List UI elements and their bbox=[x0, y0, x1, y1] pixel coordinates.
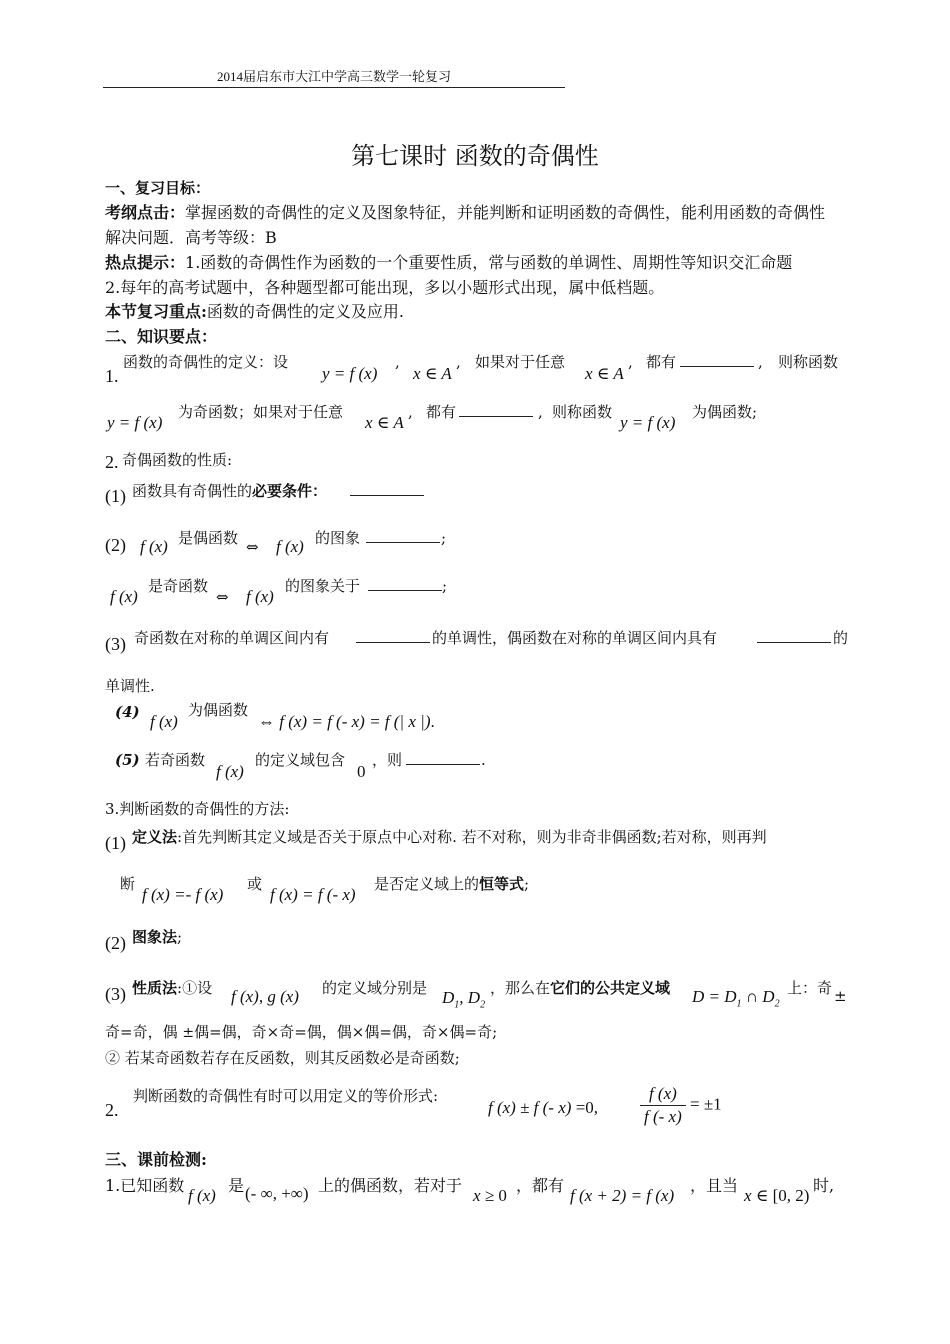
j1-number: (1) bbox=[105, 833, 126, 853]
prop-number: 2. bbox=[105, 452, 119, 472]
def-text-b: 如果对于任意 bbox=[475, 353, 566, 371]
p5-text-b: 的定义域包含 bbox=[255, 751, 346, 769]
def-number: 1. bbox=[105, 366, 119, 386]
j3-formula-d: $D = D_1$ ∩ $D_2$ bbox=[692, 987, 780, 1010]
section1-heading: 一、复习目标： bbox=[105, 179, 211, 197]
p2-blank-1[interactable] bbox=[366, 528, 440, 548]
j1-body: :首先判断其定义域是否关于原点中心对称. 若不对称，则为非奇非偶函数;若对称，则再判 bbox=[177, 828, 767, 846]
p2-semicolon-1: ; bbox=[441, 529, 447, 547]
j2-number: (2) bbox=[105, 933, 126, 953]
def-comma-5: , bbox=[408, 403, 413, 421]
j3-line3: ② 若某奇函数若存在反函数，则其反函数必是奇函数; bbox=[105, 1049, 460, 1067]
j1-formula-odd: f (x) =- f (x) bbox=[142, 885, 224, 904]
j3-number: (3) bbox=[105, 984, 126, 1004]
eq-formula-2: $\frac{f (x)}{f (- x)}$ = ±1 bbox=[640, 1083, 722, 1128]
p5-number: (5) bbox=[115, 751, 140, 769]
j1-text-c: 是否定义域上的恒等式; bbox=[374, 875, 530, 893]
j3-text-a bbox=[132, 978, 212, 998]
j1-text-a: 断 bbox=[120, 875, 136, 893]
j1-text-d: 恒等式 bbox=[479, 875, 525, 893]
p5-zero: 0 bbox=[357, 762, 366, 781]
p3-number: (3) bbox=[105, 634, 126, 654]
p4-number: (4) bbox=[115, 703, 140, 721]
p5-formula-fx: f (x) bbox=[216, 762, 244, 781]
kaogang-label: 考纲点击： bbox=[105, 203, 186, 222]
kaogang-line1 bbox=[105, 203, 825, 223]
def-text-f: 都有 bbox=[426, 403, 457, 421]
redian-line2: 2.每年的高考试题中，各种题型都可能出现，多以小题形式出现，属中低档题。 bbox=[105, 278, 665, 297]
q1-text-e: ，且当 bbox=[690, 1176, 739, 1195]
p2-semicolon-2: ; bbox=[442, 577, 448, 595]
kaogang-text1: 掌握函数的奇偶性的定义及图象特征，并能判断和证明函数的奇偶性，能利用函数的奇偶性 bbox=[185, 203, 826, 222]
p4-formula-fx: f (x) bbox=[150, 712, 178, 731]
kaogang-line2: 解决问题．高考等级：B bbox=[105, 228, 277, 247]
j3-label: 性质法 bbox=[132, 979, 178, 997]
def-formula-y-2: y = f (x) bbox=[107, 413, 163, 432]
p1-text-b: 必要条件： bbox=[252, 482, 328, 500]
def-text-g: 则称函数 bbox=[552, 403, 613, 421]
redian-text: 1.函数的奇偶性作为函数的一个重要性质，常与函数的单调性、周期性等知识交汇命题 bbox=[185, 253, 793, 272]
j3-text-e: 上：奇 bbox=[787, 979, 833, 997]
p3-blank-1[interactable] bbox=[356, 628, 430, 648]
prop-title: 奇偶函数的性质: bbox=[122, 451, 233, 469]
p4-formula: ⇔ f (x) = f (- x) = f (| x |). bbox=[258, 712, 435, 731]
j3-text-c-a: ，那么在 bbox=[490, 979, 551, 997]
page-header: 2014届启东市大江中学高三数学一轮复习 bbox=[103, 66, 565, 88]
j1-formula-even: f (x) = f (- x) bbox=[270, 885, 356, 904]
eq-number: 2. bbox=[105, 1100, 119, 1120]
p2-iff-1: ⇔ bbox=[246, 538, 259, 556]
p1-text bbox=[132, 481, 327, 501]
q1-formula-domain: (- ∞, +∞) bbox=[245, 1184, 309, 1203]
p2-formula-fx: f (x) bbox=[140, 537, 168, 556]
p2-text-b: 的图象 bbox=[315, 529, 361, 547]
q1-formula-x: x ≥ 0 bbox=[473, 1186, 507, 1205]
def-comma-1: , bbox=[395, 353, 400, 371]
section3-heading: 三、课前检测: bbox=[105, 1150, 207, 1169]
p4-text-a: 为偶函数 bbox=[188, 701, 249, 719]
j3-text-c bbox=[490, 978, 670, 998]
j3-formula-f: f (x), g (x) bbox=[231, 987, 299, 1006]
q1-text-b: 是 bbox=[228, 1176, 245, 1195]
p1-number: (1) bbox=[105, 486, 126, 506]
p2-blank-2[interactable] bbox=[368, 576, 442, 596]
q1-formula-interval: x ∈ [0, 2) bbox=[744, 1186, 810, 1205]
def-text-c: 都有 bbox=[646, 353, 677, 371]
p5-period: . bbox=[481, 751, 486, 769]
j3-line2: 奇=奇，偶 ±偶=偶，奇×奇=偶，偶×偶=偶，奇×偶=奇; bbox=[105, 1023, 498, 1041]
def-formula-xa: x ∈ A bbox=[413, 364, 452, 383]
p3-text-a: 奇函数在对称的单调区间内有 bbox=[134, 629, 330, 647]
zhongdian-text: 函数的奇偶性的定义及应用. bbox=[206, 302, 405, 321]
q1-text-a: 1.已知函数 bbox=[105, 1176, 185, 1195]
p5-blank[interactable] bbox=[406, 750, 480, 770]
j2-label: 图象法; bbox=[132, 928, 183, 946]
p1-text-a: 函数具有奇偶性的 bbox=[132, 482, 253, 500]
def-formula-y: y = f (x) bbox=[322, 364, 378, 383]
def-formula-xa-3: x ∈ A bbox=[365, 413, 404, 432]
def-formula-xa-2: x ∈ A bbox=[585, 364, 624, 383]
j3-text-a-body: :①设 bbox=[177, 979, 213, 997]
p1-blank[interactable] bbox=[350, 481, 424, 501]
p5-text-a: 若奇函数 bbox=[145, 751, 206, 769]
p2-text-a: 是偶函数 bbox=[178, 529, 239, 547]
def-text-d: 则称函数 bbox=[778, 353, 839, 371]
section2-heading: 二、知识要点： bbox=[105, 327, 218, 346]
def-blank-2[interactable] bbox=[459, 402, 533, 422]
redian-line bbox=[105, 253, 792, 273]
p2-formula-fx-4: f (x) bbox=[246, 587, 274, 606]
def-comma-3: , bbox=[628, 353, 633, 371]
p3-blank-2[interactable] bbox=[757, 628, 831, 648]
zhongdian-line bbox=[105, 302, 404, 322]
p2-text-d: 的图象关于 bbox=[285, 577, 361, 595]
redian-label: 热点提示： bbox=[105, 253, 186, 272]
q1-text-d: ，都有 bbox=[516, 1176, 565, 1195]
j3-pm-1: ± bbox=[834, 987, 847, 1005]
j1-text-b: 或 bbox=[247, 875, 263, 893]
p2-number: (2) bbox=[105, 535, 126, 555]
p2-iff-2: ⇔ bbox=[216, 588, 229, 606]
zhongdian-label: 本节复习重点: bbox=[105, 302, 207, 321]
p2-text-c: 是奇函数 bbox=[148, 577, 209, 595]
j3-text-d: 它们的公共定义域 bbox=[550, 979, 671, 997]
def-text-h: 为偶函数; bbox=[692, 403, 758, 421]
j1-text bbox=[132, 827, 767, 847]
page-title: 第七课时 函数的奇偶性 bbox=[351, 142, 599, 170]
p3-text-b: 的单调性，偶函数在对称的单调区间内具有 bbox=[432, 629, 718, 647]
p3-text-d: 单调性. bbox=[105, 677, 155, 695]
p2-formula-fx-3: f (x) bbox=[110, 587, 138, 606]
def-blank-1[interactable] bbox=[680, 352, 754, 372]
eq-formula-1: f (x) ± f (- x) =0, bbox=[488, 1098, 599, 1117]
def-comma-6: , bbox=[538, 403, 543, 421]
p3-text-c: 的 bbox=[833, 629, 849, 647]
q1-formula-fx: f (x) bbox=[188, 1186, 216, 1205]
judge-title: 3.判断函数的奇偶性的方法: bbox=[105, 800, 290, 818]
def-text-e: 为奇函数；如果对于任意 bbox=[178, 403, 344, 421]
def-formula-y-3: y = f (x) bbox=[620, 413, 676, 432]
j3-formula-d1d2: $D_1$, $D_2$ bbox=[442, 988, 486, 1011]
j1-label: 定义法 bbox=[132, 828, 178, 846]
j1-text-c-a: 是否定义域上的 bbox=[374, 875, 480, 893]
eq-text: 判断函数的奇偶性有时可以用定义的等价形式: bbox=[133, 1087, 439, 1105]
p5-text-c: ，则 bbox=[372, 751, 403, 769]
def-text-a: 函数的奇偶性的定义：设 bbox=[123, 353, 289, 371]
p2-formula-fx-2: f (x) bbox=[276, 537, 304, 556]
def-comma-4: , bbox=[758, 353, 763, 371]
q1-text-f: 时, bbox=[813, 1176, 835, 1195]
q1-text-c: 上的偶函数，若对于 bbox=[318, 1176, 463, 1195]
q1-formula-period: f (x + 2) = f (x) bbox=[570, 1186, 675, 1205]
j3-text-b: 的定义域分别是 bbox=[322, 979, 428, 997]
def-comma-2: , bbox=[456, 353, 461, 371]
